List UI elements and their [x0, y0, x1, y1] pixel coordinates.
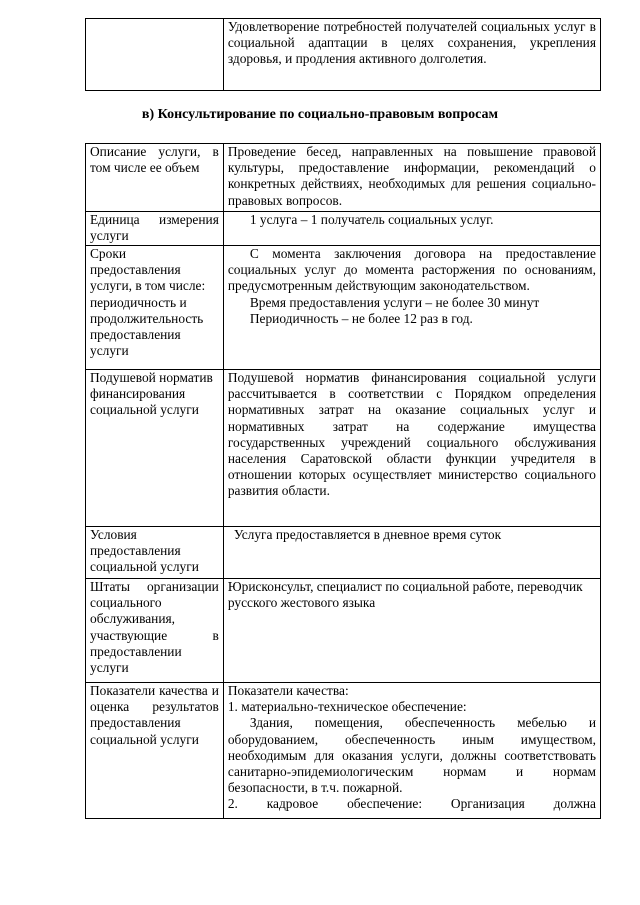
table-row	[86, 683, 601, 819]
conditions-value-cell	[223, 527, 600, 579]
table-row	[86, 212, 601, 246]
table-row	[86, 19, 601, 91]
quality-label-cell	[86, 683, 224, 819]
top-continuation-table	[85, 18, 601, 91]
top-left-cell	[86, 19, 224, 91]
unit-label-cell	[86, 212, 224, 246]
terms-label-cell	[86, 246, 224, 370]
staff-value-cell	[223, 579, 600, 683]
normative-value-cell	[223, 370, 600, 527]
normative-label-cell	[86, 370, 224, 527]
unit-label: Единица измерения услуги	[90, 212, 219, 244]
normative-value: Подушевой норматив финансирования социальной услуги рассчитывается в соответствии с Порядком определения нормативных затрат на оказание социальных услуг и нормативных затрат на содержание имущества государственных учреждений социального обслуживания населения Саратовской области функции учредителя в отношении которых осуществляет министерство социального развития области.	[227, 370, 596, 499]
quality-item-2: 2. кадровое обеспечение: Организация должна	[227, 796, 596, 812]
table-row	[86, 144, 601, 212]
quality-label: Показатели качества и оценка результатов предоставления социальной услуги	[90, 683, 219, 747]
service-table	[85, 143, 601, 819]
description-label-cell	[86, 144, 224, 212]
conditions-label-cell	[86, 527, 224, 579]
staff-label-cell	[86, 579, 224, 683]
table-row	[86, 527, 601, 579]
description-value-cell	[223, 144, 600, 212]
top-right-text: Удовлетворение потребностей получателей социальных услуг в социальной адаптации в целях сохранения, укрепления здоровья, и продления активного долголетия.	[227, 19, 596, 67]
terms-label: Сроки предоставления услуги, в том числе: периодичность и продолжительность предоставления услуги	[90, 246, 206, 359]
staff-label: Штаты организации социального обслуживания, участвующие в предоставлении услуги	[90, 579, 219, 676]
terms-value-cell	[223, 246, 600, 370]
section-heading: в) Консультирование по социально-правовым вопросам	[141, 107, 499, 122]
staff-value: Юрисконсульт, специалист по социальной работе, переводчик русского жестового языка	[227, 579, 583, 611]
quality-intro: Показатели качества:	[227, 683, 349, 698]
normative-label: Подушевой норматив финансирования социальной услуги	[90, 370, 213, 418]
description-label: Описание услуги, в том числе ее объем	[90, 144, 219, 176]
description-value: Проведение бесед, направленных на повышение правовой культуры, предоставление информации, рекомендаций о конкретных действиях, необходимых для решения социально-правовых вопросов.	[227, 144, 596, 208]
quality-item-1-text: Здания, помещения, обеспеченность мебелью и оборудованием, обеспеченность иным имуществом, необходимым для оказания услуги, должны соответствовать санитарно-эпидемиологическим нормам и нормам безопасности, в т.ч. пожарной.	[227, 715, 596, 796]
table-row	[86, 370, 601, 527]
terms-value-1: С момента заключения договора на предоставление социальных услуг до момента расторжения по основаниям, предусмотренным действующим законодательством.	[227, 246, 596, 294]
top-right-cell	[223, 19, 600, 91]
terms-value-2: Время предоставления услуги – не более 30 минут	[249, 294, 540, 310]
conditions-label: Условия предоставления социальной услуги	[90, 527, 199, 575]
table-row	[86, 579, 601, 683]
conditions-value: Услуга предоставляется в дневное время суток	[233, 527, 502, 542]
terms-value-3: Периодичность – не более 12 раз в год.	[249, 310, 473, 326]
quality-item-1: 1. материально-техническое обеспечение:	[227, 699, 467, 715]
table-row	[86, 246, 601, 370]
unit-value-cell	[223, 212, 600, 246]
unit-value: 1 услуга – 1 получатель социальных услуг.	[249, 212, 494, 227]
quality-value-cell	[223, 683, 600, 819]
